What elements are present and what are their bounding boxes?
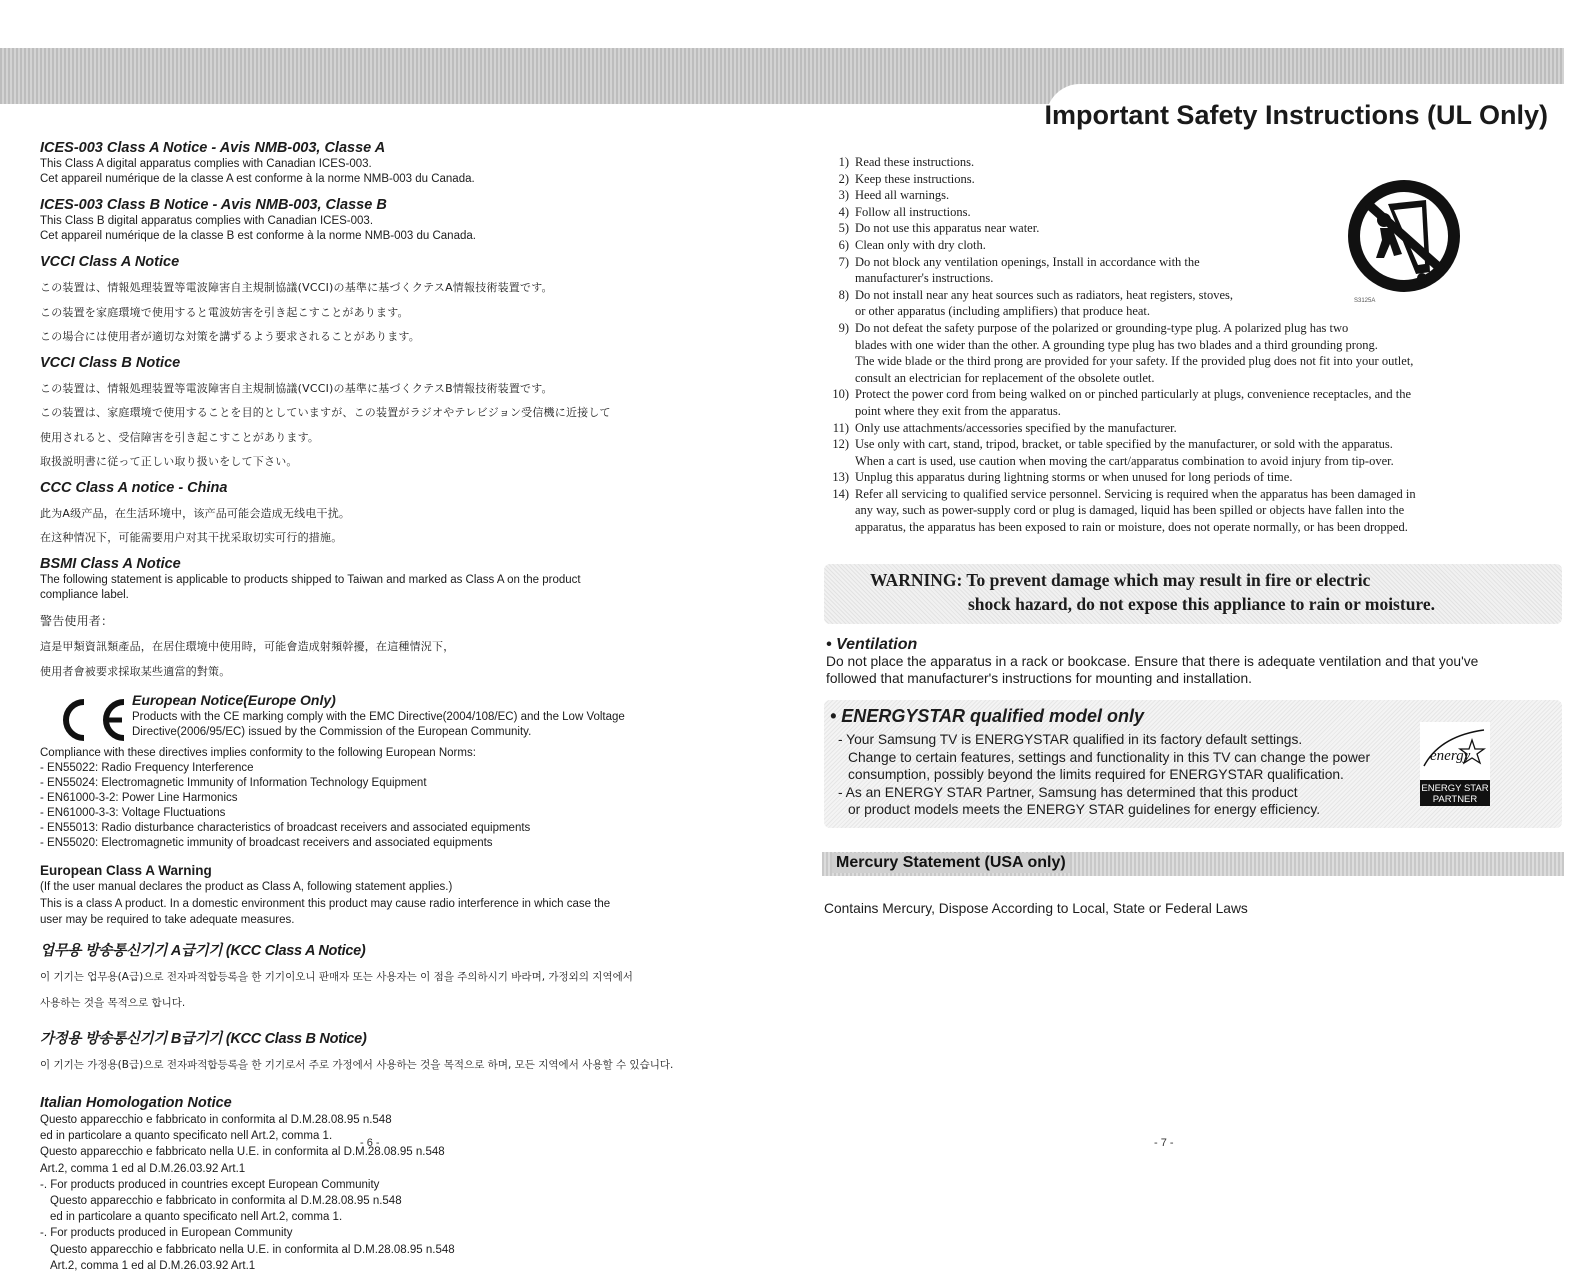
italian-heading: Italian Homologation Notice <box>40 1095 232 1111</box>
safety-item-number: 9) <box>838 320 849 335</box>
text-line: Products with the CE marking comply with the EMC Directive(2004/108/EC) and the Low Voltage <box>132 711 625 723</box>
no-cart-tipover-icon <box>1344 174 1464 306</box>
safety-item-text <box>855 386 1522 419</box>
text-line: 取扱説明書に従って正しい取り扱いをして下さい。 <box>40 455 298 468</box>
list-item: - EN61000-3-3: Voltage Fluctuations <box>40 807 226 819</box>
safety-item-line: Refer all servicing to qualified service personnel. Servicing is required when the apparatus has been damaged in <box>855 486 1416 501</box>
safety-item-line: any way, such as power-supply cord or plug is damaged, liquid has been spilled or objects have fallen into the <box>855 503 1405 518</box>
warning-line-2: shock hazard, do not expose this appliance to rain or moisture. <box>968 594 1436 614</box>
icon-code-label: S3125A <box>1354 298 1376 304</box>
text-line: or product models meets the ENERGY STAR guidelines for energy efficiency. <box>848 802 1321 817</box>
safety-item-number: 5) <box>838 221 849 236</box>
energy-logo-line-2: PARTNER <box>1432 794 1478 805</box>
text-line: (If the user manual declares the product as Class A, following statement applies.) <box>40 881 453 893</box>
vcci-class-b-heading: VCCI Class B Notice <box>40 354 181 371</box>
text-line: 此为A级产品，在生活环境中，该产品可能会造成无线电干扰。 <box>40 506 351 520</box>
text-line: user may be required to take adequate measures. <box>40 914 295 926</box>
safety-item-line: Read these instructions. <box>855 155 975 169</box>
safety-item <box>822 486 1522 536</box>
safety-item-line: Do not use this apparatus near water. <box>855 221 1040 236</box>
safety-item-line: Do not block any ventilation openings, Install in accordance with the <box>855 254 1200 269</box>
safety-item-line: apparatus, the apparatus has been exposed to rain or moisture, does not operate normally, or has been dropped. <box>855 520 1408 535</box>
safety-item-line: The wide blade or the third prong are provided for your safety. If the provided plug does not fit into your outlet, <box>855 354 1414 369</box>
text-line: Change to certain features, settings and functionality in this TV can change the power <box>848 749 1371 765</box>
page-number-left: - 6 - <box>360 1137 380 1149</box>
safety-item-number: 11) <box>832 420 849 435</box>
text-line: 使用者會被要求採取某些適當的對策。 <box>40 664 231 678</box>
safety-item-number: 8) <box>838 287 849 302</box>
text-line: - Your Samsung TV is ENERGYSTAR qualified in its factory default settings. <box>838 732 1303 747</box>
european-class-a-section <box>40 863 730 929</box>
text-line: 이 기기는 가정용(B급)으로 전자파적합등록을 한 기기로서 주로 가정에서 사용하는 것을 목적으로 하며, 모든 지역에서 사용할 수 있습니다. <box>40 1059 674 1071</box>
safety-item-line: point where they exit from the apparatus. <box>855 403 1061 418</box>
text-line: Do not place the apparatus in a rack or bookcase. Ensure that there is adequate ventilation and that you've <box>826 654 1479 669</box>
european-notice-section <box>40 692 730 851</box>
text-line: この場合には使用者が適切な対策を講ずるよう要求されることがあります。 <box>40 330 420 343</box>
text-line: 這是甲類資訊類產品，在居住環境中使用時，可能會造成射頻幹擾，在這種情況下， <box>40 640 455 653</box>
text-line: consumption, possibly beyond the limits required for ENERGYSTAR qualification. <box>848 767 1344 782</box>
text-line: この装置は、家庭環境で使用することを目的としていますが、この装置がラジオやテレビジョン受信機に近接して <box>40 406 611 419</box>
text-line: Questo apparecchio e fabbricato nella U.E. in conformita al D.M.28.08.95 n.548 <box>40 1146 445 1159</box>
mercury-heading: Mercury Statement (USA only) <box>832 853 1070 873</box>
ices-class-a-heading: ICES-003 Class A Notice - Avis NMB-003, Classe A <box>40 140 386 156</box>
text-line: Questo apparecchio e fabbricato nella U.E. in conformita al D.M.28.08.95 n.548 <box>50 1243 455 1256</box>
safety-item-line: or other apparatus (including amplifiers) that produce heat. <box>855 304 1151 319</box>
text-line: Directive(2006/95/EC) issued by the Commission of the European Community. <box>132 726 532 738</box>
text-line: 在这种情况下，可能需要用户对其干扰采取切实可行的措施。 <box>40 531 343 544</box>
vcci-class-b-section <box>40 355 730 469</box>
text-line: -. For products produced in countries except European Community <box>40 1178 380 1191</box>
list-item: - EN61000-3-2: Power Line Harmonics <box>40 792 238 804</box>
energy-star-logo-icon <box>1420 722 1490 806</box>
safety-item-number: 12) <box>832 437 849 452</box>
safety-item-number: 10) <box>832 387 849 402</box>
safety-item-number: 3) <box>838 188 849 203</box>
mercury-statement-bar <box>822 852 1564 876</box>
safety-item <box>822 154 1522 171</box>
safety-item-number: 6) <box>838 237 849 252</box>
text-line: 使用されると、受信障害を引き起こすことがあります。 <box>40 430 320 444</box>
list-item: - EN55024: Electromagnetic Immunity of Information Technology Equipment <box>40 777 427 789</box>
safety-item-number: 13) <box>832 470 849 485</box>
text-line: The following statement is applicable to products shipped to Taiwan and marked as Class A on the product <box>40 573 581 586</box>
energystar-section <box>824 700 1562 828</box>
text-line: Questo apparecchio e fabbricato in conformita al D.M.28.08.95 n.548 <box>40 1114 392 1126</box>
text-line: この装置は、情報処理装置等電波障害自主規制協議(VCCI)の基準に基づくクテスB情報技術装置です。 <box>40 381 553 395</box>
text-line: This Class A digital apparatus complies with Canadian ICES-003. <box>40 158 372 170</box>
ices-class-a-section <box>40 140 730 187</box>
european-notice-heading: European Notice(Europe Only) <box>132 692 336 708</box>
text-line: Cet appareil numérique de la classe A est conforme à la norme NMB-003 du Canada. <box>40 173 475 185</box>
safety-item-number: 7) <box>838 254 849 269</box>
text-line: followed that manufacturer's instructions for mounting and installation. <box>826 670 1252 686</box>
kcc-class-a-heading: 업무용 방송통신기기 A급기기 (KCC Class A Notice) <box>40 942 366 959</box>
safety-item <box>822 386 1522 419</box>
safety-item-number: 14) <box>832 486 849 501</box>
list-item: - EN55013: Radio disturbance characteristics of broadcast receivers and associated equipments <box>40 822 531 834</box>
ices-class-b-section <box>40 197 730 244</box>
safety-item-line: Do not install near any heat sources such as radiators, heat registers, stoves, <box>855 287 1234 302</box>
energystar-heading: • ENERGYSTAR qualified model only <box>830 706 1144 726</box>
safety-item <box>822 469 1522 486</box>
safety-item-number: 2) <box>838 171 849 186</box>
safety-item-line: consult an electrician for replacement of the obsolete outlet. <box>855 370 1155 385</box>
ventilation-section <box>826 636 1546 687</box>
text-line: compliance label. <box>40 588 129 601</box>
text-line: Cet appareil numérique de la classe B est conforme à la norme NMB-003 du Canada. <box>40 230 476 242</box>
list-item: - EN55022: Radio Frequency Interference <box>40 762 254 774</box>
text-line: This is a class A product. In a domestic environment this product may cause radio interference in which case the <box>40 897 611 910</box>
safety-item-line: Clean only with dry cloth. <box>855 237 986 252</box>
text-line: Questo apparecchio e fabbricato in conformita al D.M.28.08.95 n.548 <box>50 1195 402 1208</box>
energy-logo-line-1: ENERGY STAR <box>1421 783 1489 794</box>
bsmi-heading: BSMI Class A Notice <box>40 555 181 572</box>
safety-item-line: manufacturer's instructions. <box>855 271 994 286</box>
text-line: - As an ENERGY STAR Partner, Samsung has determined that this product <box>838 784 1298 800</box>
safety-item-line: Do not defeat the safety purpose of the polarized or grounding-type plug. A polarized plug has two <box>855 320 1349 335</box>
ccc-heading: CCC Class A notice - China <box>40 479 228 496</box>
text-line: この装置を家庭環境で使用すると電波妨害を引き起こすことがあります。 <box>40 305 409 319</box>
vcci-class-a-heading: VCCI Class A Notice <box>40 254 180 270</box>
text-line: 이 기기는 업무용(A급)으로 전자파적합등록을 한 기기이오니 판매자 또는 사용자는 이 점을 주의하시기 바라며, 가정외의 지역에서 <box>40 971 633 983</box>
safety-item <box>822 420 1522 437</box>
safety-item-line: Keep these instructions. <box>855 171 975 186</box>
safety-item-text <box>855 154 1522 171</box>
safety-item-line: blades with one wider than the other. A grounding type plug has two blades and a third grounding prong. <box>855 337 1378 352</box>
italian-section <box>40 1095 730 1274</box>
bsmi-warning-heading: 警告使用者： <box>40 613 114 628</box>
kcc-class-b-section <box>40 1027 730 1074</box>
safety-item-line: Use only with cart, stand, tripod, bracket, or table specified by the manufacturer, or sold with the apparatus. <box>855 437 1393 452</box>
ventilation-heading: • Ventilation <box>826 636 918 653</box>
ccc-section <box>40 480 730 545</box>
safety-item-text <box>855 320 1522 386</box>
vcci-class-a-section <box>40 254 730 344</box>
energy-logo-script: energy <box>1430 748 1471 764</box>
text-line: Compliance with these directives implies conformity to the following European Norms: <box>40 747 476 759</box>
kcc-class-a-section <box>40 939 730 1011</box>
page-title: Important Safety Instructions (UL Only) <box>1044 100 1548 130</box>
kcc-class-b-heading: 가정용 방송통신기기 B급기기 (KCC Class B Notice) <box>40 1030 367 1047</box>
page-number-right: - 7 - <box>1154 1137 1174 1149</box>
safety-item-line: Only use attachments/accessories specified by the manufacturer. <box>855 420 1177 435</box>
safety-item <box>822 436 1522 469</box>
safety-item-text <box>855 469 1522 486</box>
ce-mark-icon <box>46 696 132 744</box>
left-page-content <box>40 140 730 1284</box>
safety-item-line: Unplug this apparatus during lightning storms or when unused for long periods of time. <box>855 470 1293 485</box>
ices-class-b-heading: ICES-003 Class B Notice - Avis NMB-003, Classe B <box>40 197 387 213</box>
header-band-left <box>0 48 772 104</box>
text-line: Art.2, comma 1 ed al D.M.26.03.92 Art.1 <box>40 1162 246 1175</box>
safety-item <box>822 320 1522 386</box>
text-line: ed in particolare a quanto specificato nell Art.2, comma 1. <box>50 1211 343 1224</box>
list-item: - EN55020: Electromagnetic immunity of broadcast receivers and associated equipments <box>40 837 493 849</box>
text-line: Art.2, comma 1 ed al D.M.26.03.92 Art.1 <box>50 1259 256 1272</box>
safety-item-text <box>855 420 1522 437</box>
warning-box <box>824 564 1562 624</box>
text-line: This Class B digital apparatus complies with Canadian ICES-003. <box>40 215 374 227</box>
bsmi-section <box>40 556 730 679</box>
text-line: ed in particolare a quanto specificato nell Art.2, comma 1. <box>40 1130 333 1143</box>
safety-item-number: 1) <box>838 155 849 169</box>
safety-item-number: 4) <box>838 204 849 219</box>
text-line: -. For products produced in European Community <box>40 1227 293 1240</box>
text-line: 사용하는 것을 목적으로 합니다. <box>40 996 186 1009</box>
mercury-text: Contains Mercury, Dispose According to Local, State or Federal Laws <box>824 901 1248 916</box>
safety-item-text <box>855 486 1522 536</box>
warning-line-1: WARNING: To prevent damage which may result in fire or electric <box>870 570 1371 590</box>
safety-item-line: When a cart is used, use caution when moving the cart/apparatus combination to avoid injury from tip-over. <box>855 453 1394 468</box>
european-class-a-heading: European Class A Warning <box>40 863 212 878</box>
safety-item-line: Protect the power cord from being walked on or pinched particularly at plugs, convenience receptacles, and the <box>855 387 1412 402</box>
text-line: この装置は、情報処理装置等電波障害自主規制協議(VCCI)の基準に基づくクテスA情報技術装置です。 <box>40 281 553 294</box>
safety-item-text <box>855 436 1522 469</box>
safety-item-line: Follow all instructions. <box>855 204 971 219</box>
safety-item-line: Heed all warnings. <box>855 188 950 203</box>
